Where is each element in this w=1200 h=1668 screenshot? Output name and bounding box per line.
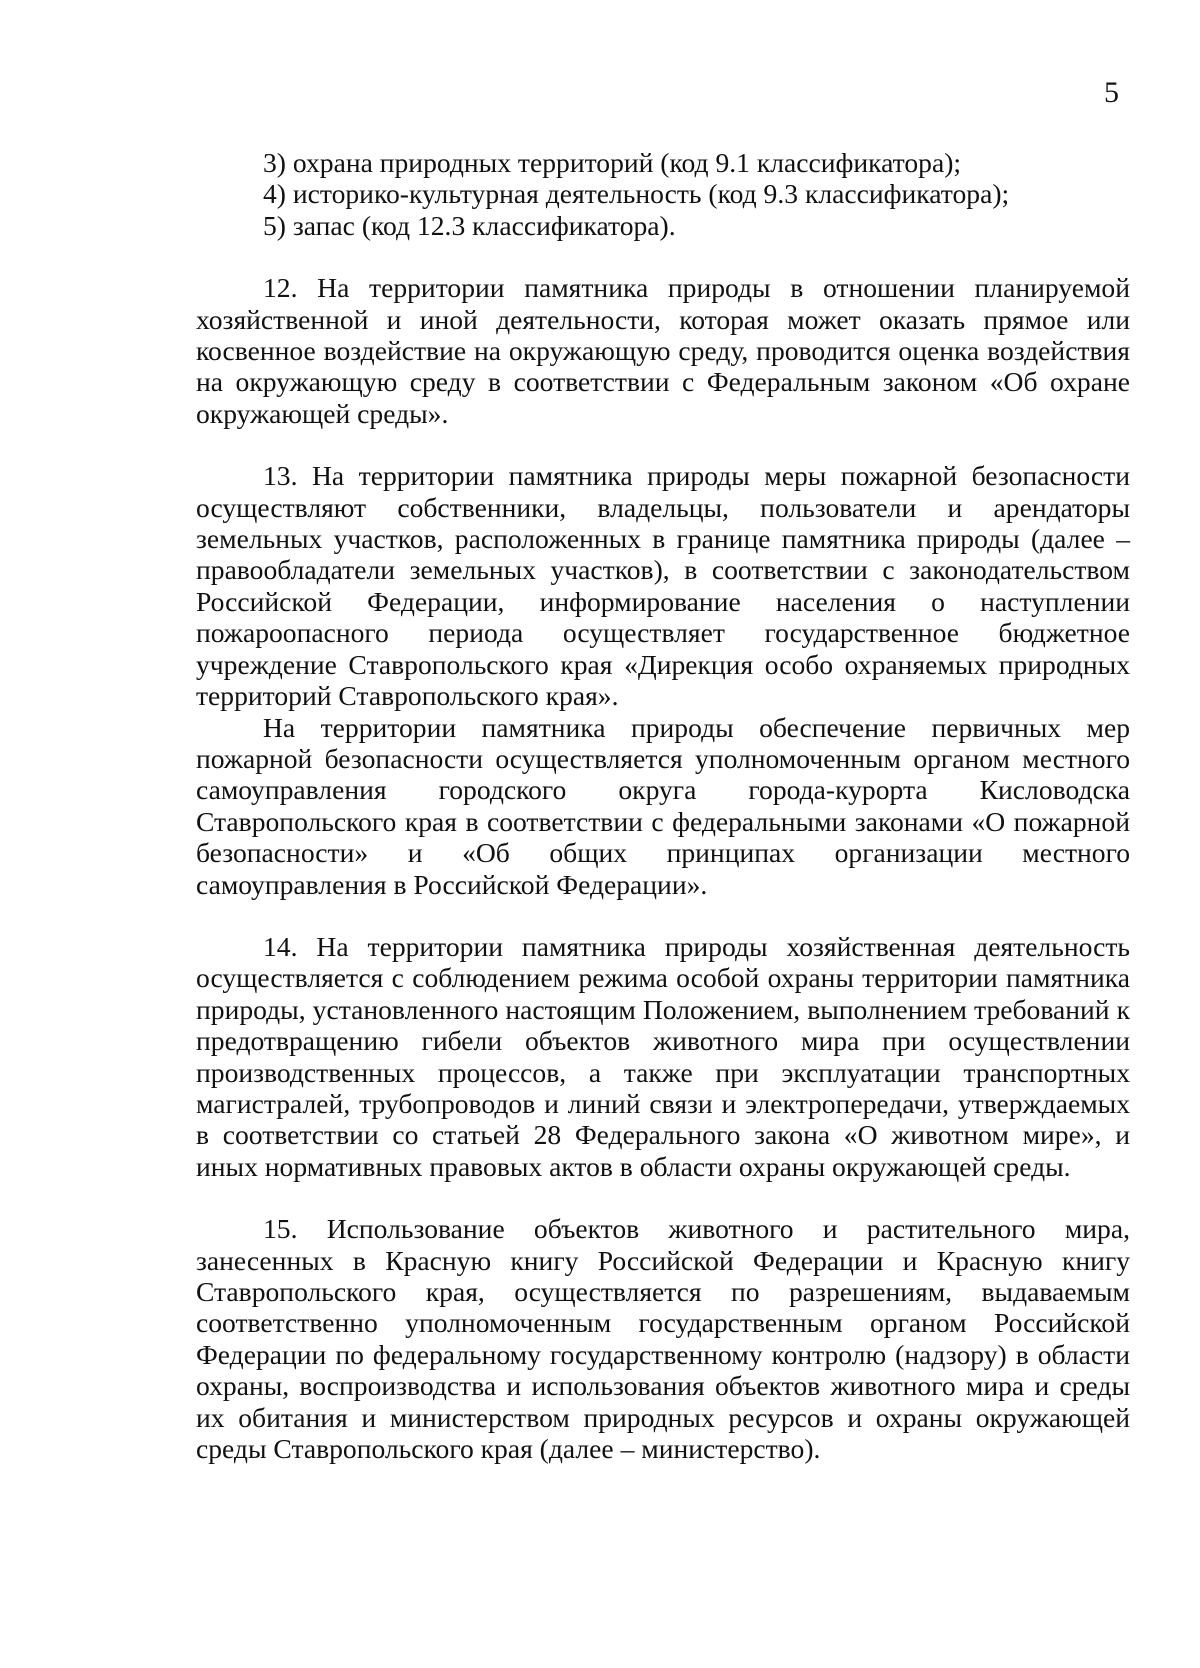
page-number: 5 (1104, 76, 1119, 109)
paragraph-14: 14. На территории памятника природы хозяйственная деятельность осуществляется с соблюдением режима особой охраны территории памятника природы, установленного настоящим Положением, выполнением требований к предотвращению гибели объектов животного мира при осуществлении производственных процессов, а также при эксплуатации транспортных магистралей, трубопроводов и линий связи и электропередачи, утверждаемых в соответствии со статьей 28 Федерального закона «О животном мире», и иных нормативных правовых актов в области охраны окружающей среды. (196, 930, 1130, 1182)
paragraph-13: 13. На территории памятника природы меры пожарной безопасности осуществляют собственники, владельцы, пользователи и арендаторы земельных участков, расположенных в границе памятника природы (далее – правообладатели земельных участков), в соответствии с законодательством Российской Федерации, информирование населения о наступлении пожароопасного периода осуществляет государственное бюджетное учреждение Ставропольского края «Дирекция особо охраняемых природных территорий Ставропольского края». (196, 460, 1130, 712)
list-item-4: 4) историко-культурная деятельность (код 9.3 классификатора); (263, 178, 1010, 210)
document-body (196, 147, 1130, 1464)
paragraph-12: 12. На территории памятника природы в отношении планируемой хозяйственной и иной деятельности, которая может оказать прямое или косвенное воздействие на окружающую среду, проводится оценка воздействия на окружающую среду в соответствии с Федеральным законом «Об охране окружающей среды». (196, 272, 1130, 429)
paragraph-15: 15. Использование объектов животного и растительного мира, занесенных в Красную книгу Российской Федерации и Красную книгу Ставропольского края, осуществляется по разрешениям, выдаваемым соответственно уполномоченным государственным органом Российской Федерации по федеральному государственному контролю (надзору) в области охраны, воспроизводства и использования объектов животного мира и среды их обитания и министерством природных ресурсов и охраны окружающей среды Ставропольского края (далее – министерство). (196, 1213, 1130, 1465)
list-item-3: 3) охрана природных территорий (код 9.1 классификатора); (263, 147, 962, 178)
list-item-5: 5) запас (код 12.3 классификатора). (263, 209, 676, 241)
paragraph-13-continued: На территории памятника природы обеспечение первичных мер пожарной безопасности осуществляется уполномоченным органом местного самоуправления городского округа города-курорта Кисловодска Ставропольского края в соответствии с федеральными законами «О пожарной безопасности» и «Об общих принципах организации местного самоуправления в Российской Федерации». (196, 711, 1130, 900)
